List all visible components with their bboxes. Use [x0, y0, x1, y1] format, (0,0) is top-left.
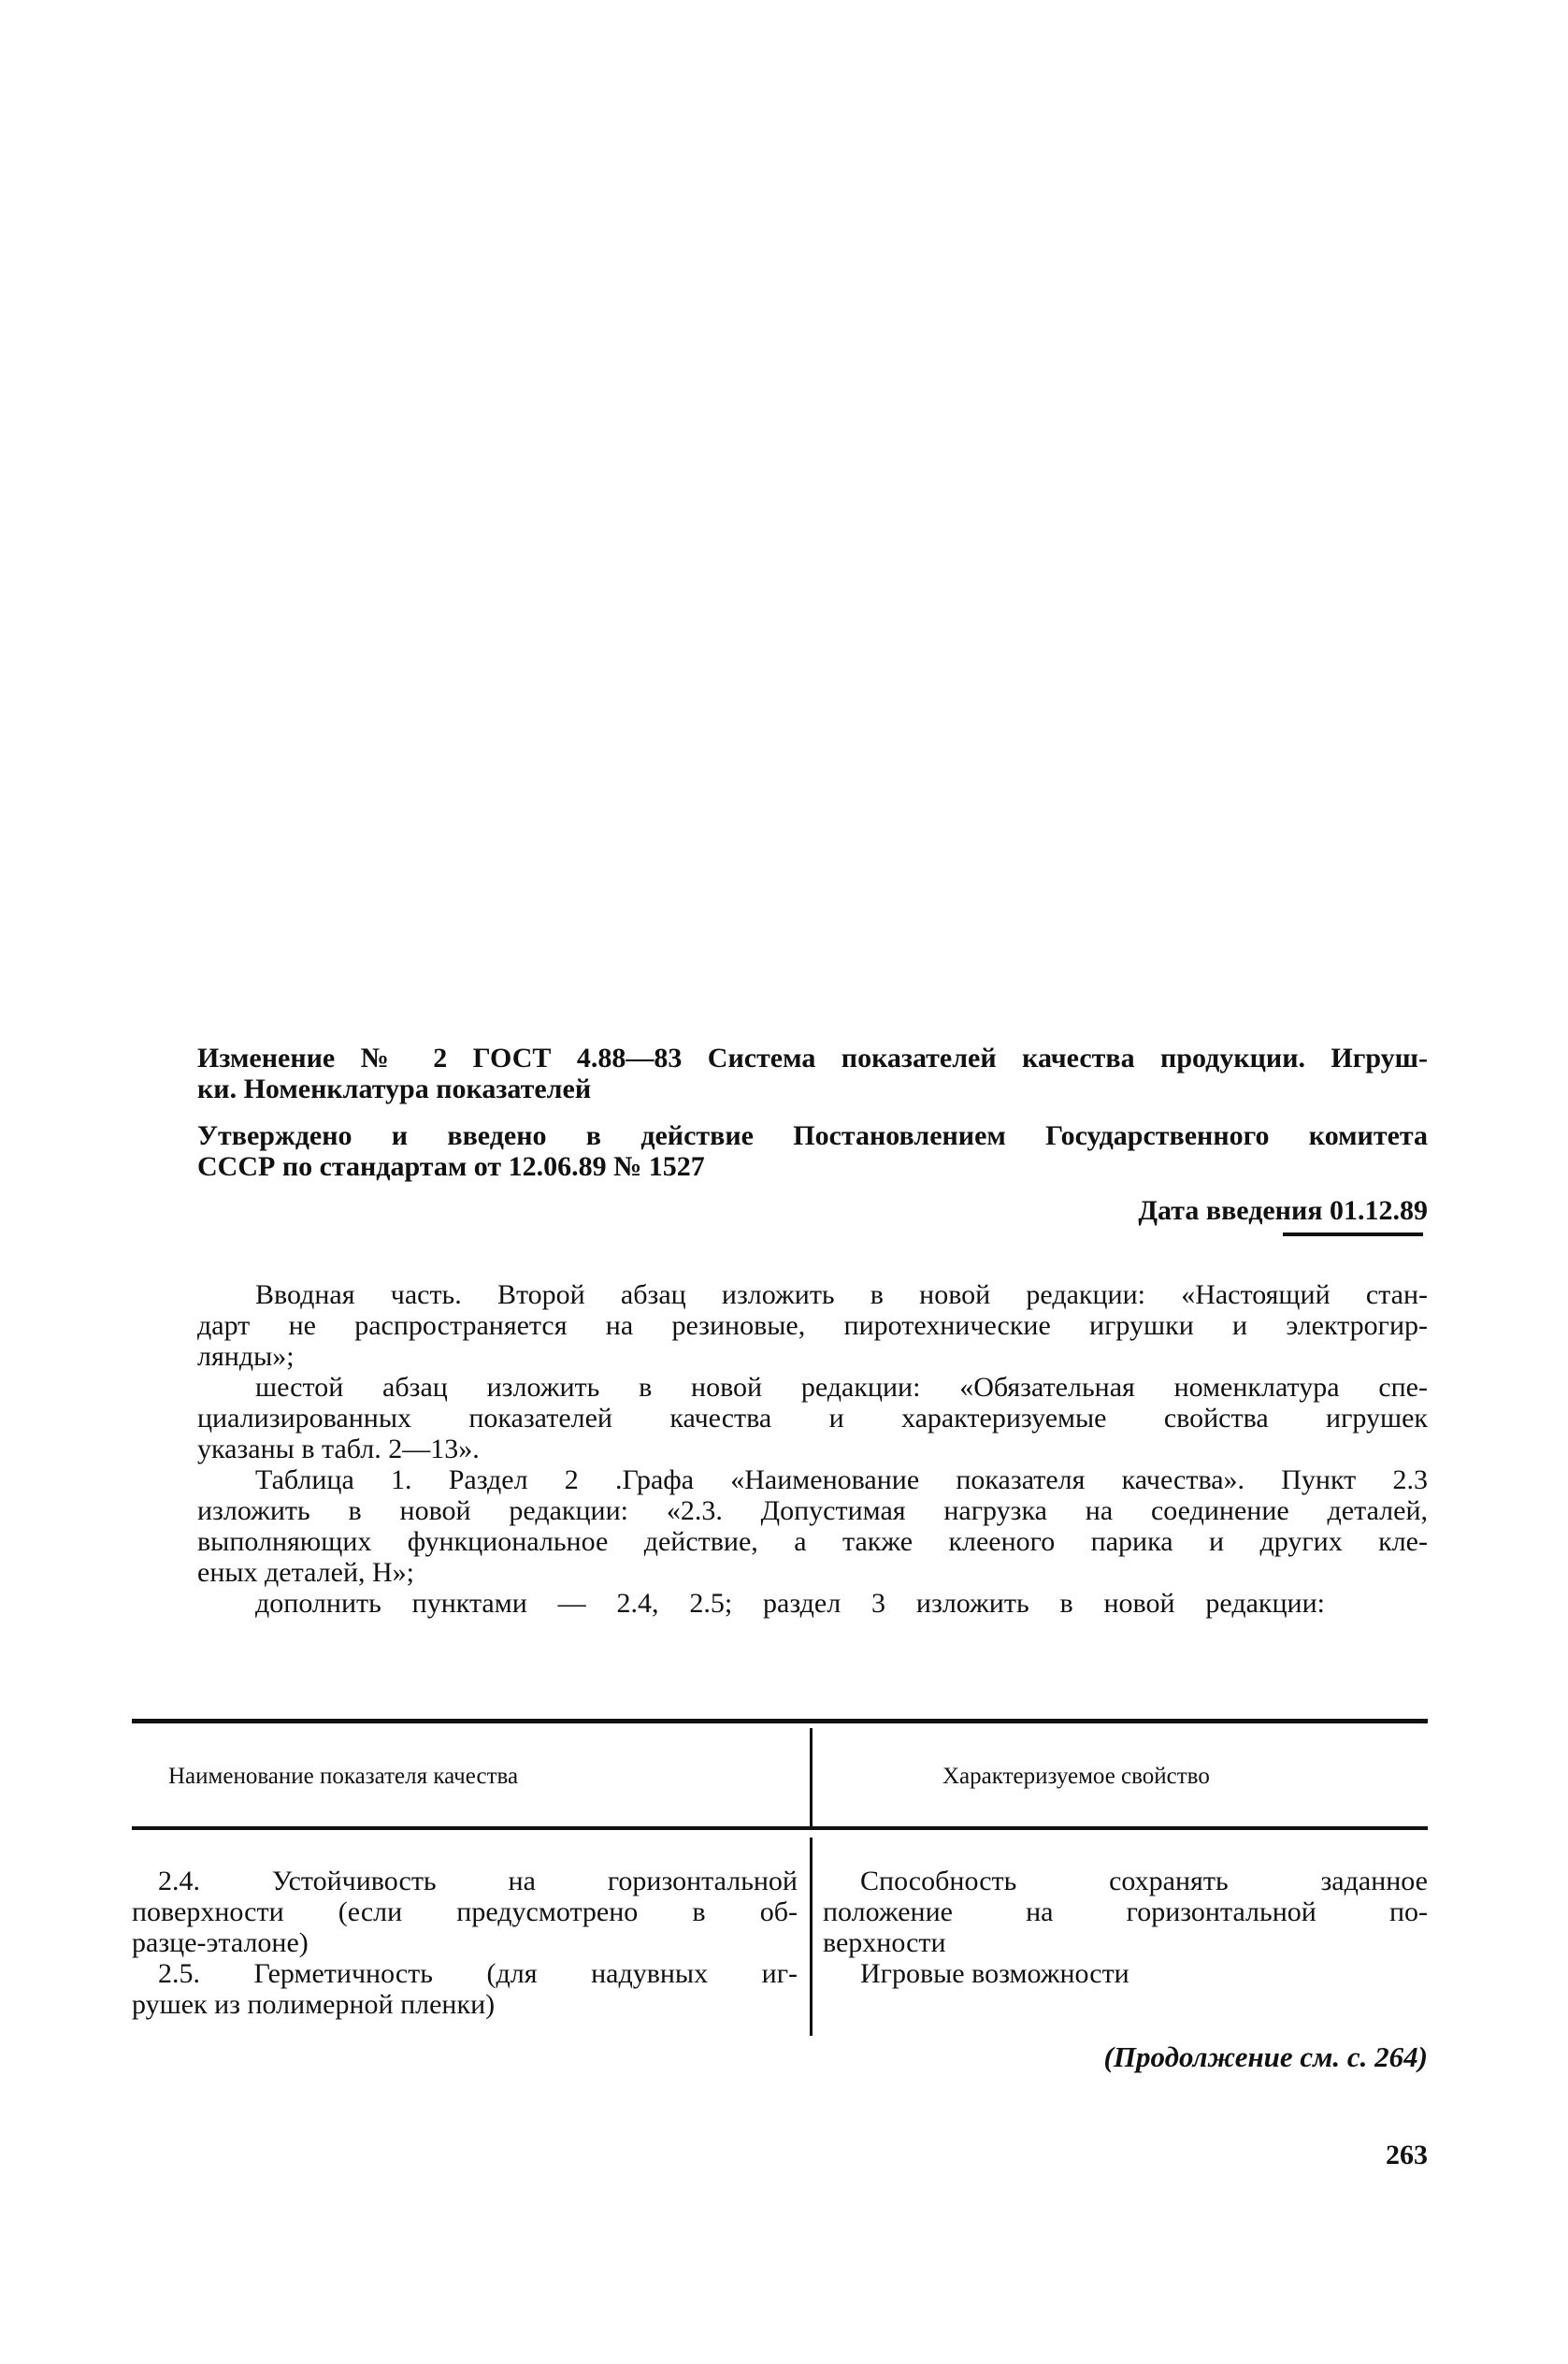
body-line: дарт не распространяется на резиновые, пиротехнические игрушки и электрогир- [197, 1310, 1428, 1341]
table-cell-line: положение на горизонтальной по- [823, 1896, 1428, 1927]
table-cell-line: разце-эталоне) [132, 1927, 309, 1958]
body-line: дополнить пунктами — 2.4, 2.5; раздел 3 изложить в новой редакции: [255, 1588, 1325, 1619]
date-label: Дата введения [1138, 1195, 1323, 1226]
table-cell-line: верхности [823, 1927, 946, 1958]
table-cell-line: Способность сохранять заданное [860, 1866, 1428, 1896]
table-body-divider [810, 1838, 813, 2036]
table-header-name: Наименование показателя качества [168, 1764, 519, 1789]
date-value: 01.12.89 [1330, 1195, 1428, 1226]
approval-line-1: Утверждено и введено в действие Постановлением Государственного комитета [197, 1120, 1428, 1151]
page-number: 263 [1386, 2140, 1428, 2170]
table-top-rule [132, 1719, 1428, 1723]
table-header-rule [132, 1826, 1428, 1830]
body-line: лянды»; [197, 1341, 295, 1372]
body-line: выполняющих функциональное действие, а также клееного парика и других кле- [197, 1526, 1428, 1557]
date-underline [1283, 1232, 1423, 1236]
table-header-divider [810, 1728, 813, 1826]
table-header-property: Характеризуемое свойство [942, 1764, 1210, 1789]
introduction-date [197, 1197, 1428, 1225]
title-line-2: ки. Номенклатура показателей [197, 1074, 592, 1104]
table-left-column [132, 1866, 798, 2020]
table-cell-line: Игровые возможности [860, 1958, 1129, 1989]
body-line: циализированных показателей качества и характеризуемые свойства игрушек [197, 1403, 1428, 1434]
body-line: шестой абзац изложить в новой редакции: «Обязательная номенклатура спе- [255, 1372, 1428, 1403]
table-right-column [823, 1866, 1428, 1989]
table-cell-line: 2.4. Устойчивость на горизонтальной [158, 1866, 798, 1896]
continuation-note: (Продолжение см. с. 264) [1103, 2040, 1428, 2073]
body-line: Таблица 1. Раздел 2 .Графа «Наименование показателя качества». Пункт 2.3 [255, 1464, 1428, 1495]
body-line: Вводная часть. Второй абзац изложить в новой редакции: «Настоящий стан- [255, 1279, 1428, 1310]
body-line: еных деталей, Н»; [197, 1557, 415, 1588]
table-cell-line: поверхности (если предусмотрено в об- [132, 1896, 798, 1927]
approval-line-2: СССР по стандартам от 12.06.89 № 1527 [197, 1151, 705, 1182]
table-cell-line: рушек из полимерной пленки) [132, 1989, 496, 2020]
title-line-1: Изменение № 2 ГОСТ 4.88—83 Система показателей качества продукции. Игруш- [197, 1043, 1428, 1074]
body-line: указаны в табл. 2—13». [197, 1434, 480, 1464]
table-cell-line: 2.5. Герметичность (для надувных иг- [158, 1958, 798, 1989]
body-line: изложить в новой редакции: «2.3. Допустимая нагрузка на соединение деталей, [197, 1495, 1428, 1526]
